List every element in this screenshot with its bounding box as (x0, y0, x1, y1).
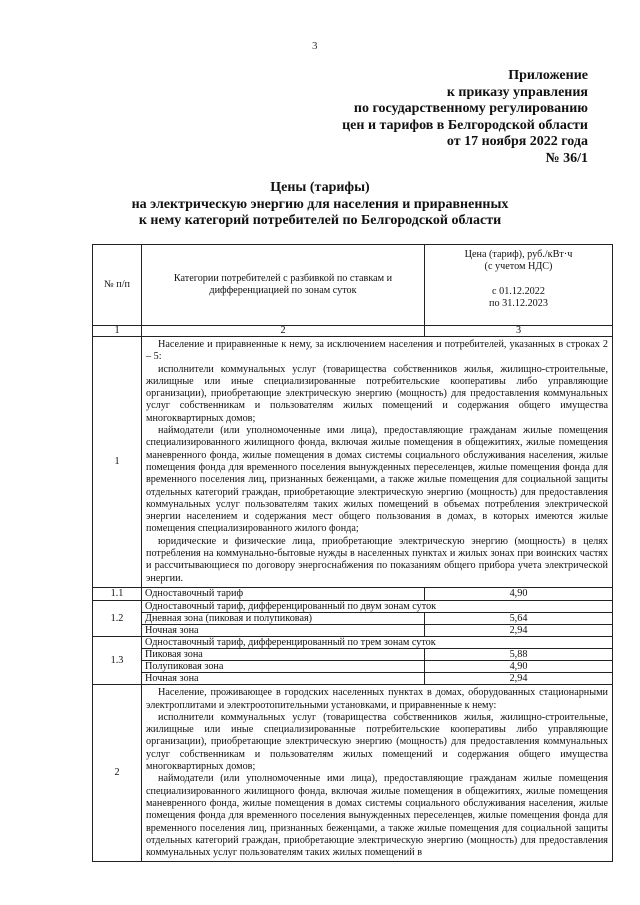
document-title (0, 180, 640, 230)
row-number: 2 (93, 685, 142, 862)
table-row (93, 587, 613, 600)
zone-label: Дневная зона (пиковая и полупиковая) (142, 613, 425, 625)
description-paragraph: исполнители коммунальных услуг (товарищества собственников жилья, жилищно-строительные, жилищные или иные специализированные потребительские кооперативы либо управляющие организации), приобретающие электрическую энергию (мощность) для предоставления коммунальных услуг собственникам и пользователям жилых помещений и содержания общего имущества многоквартирных домов; (146, 711, 608, 773)
header-price (425, 245, 613, 326)
header-num: № п/п (93, 245, 142, 326)
description-paragraph: исполнители коммунальных услуг (товарищества собственников жилья, жилищно-строительные, жилищные или иные специализированные потребительские кооперативы либо управляющие организации), приобретающие электрическую энергию (мощность) для предоставления коммунальных услуг собственникам и пользователям жилых помещений и содержания общего имущества многоквартирных домов; (146, 363, 608, 424)
zone-label: Ночная зона (142, 673, 425, 685)
zone-label: Полупиковая зона (142, 661, 425, 673)
tariff-group-title: Одноставочный тариф, дифференцированный по двум зонам суток (142, 601, 613, 613)
row-number: 1.1 (93, 587, 142, 600)
column-numbers-row (93, 326, 613, 337)
description-paragraph: Население и приравненные к нему, за исключением населения и потребителей, указанных в строках 2 – 5: (146, 339, 608, 363)
zone-value: 5,64 (425, 613, 613, 625)
row-description (142, 337, 613, 588)
row-number: 1.3 (93, 637, 142, 685)
description-paragraph: наймодатели (или уполномоченные ими лица), предоставляющие гражданам жилые помещения специализированного жилищного фонда, включая жилые помещения в общежитиях, жилые помещения маневренного фонда, жилые помещения в домах системы социального обслуживания населения, жилые помещения фонда для временного поселения вынужденных переселенцев, жилые помещения фонда для временного поселения лиц, признанных беженцами, а также жилые помещения для социальной защиты отдельных категорий граждан, приобретающие электрическую энергию (мощность) для предоставления коммунальных услуг пользователям таких жилых помещений в (146, 773, 608, 859)
title-line: на электрическую энергию для населения и приравненных (131, 196, 509, 212)
appendix-header (288, 68, 588, 167)
table-row (93, 673, 613, 685)
header-category: Категории потребителей с разбивкой по ставкам и дифференциацией по зонам суток (142, 245, 425, 326)
title-line: Цены (тарифы) (270, 180, 370, 195)
table-header-row (93, 245, 613, 326)
table-row (93, 613, 613, 625)
table-row (93, 649, 613, 661)
title-line: к нему категорий потребителей по Белгородской области (138, 213, 502, 228)
table-row (93, 601, 613, 613)
zone-value: 2,94 (425, 673, 613, 685)
appendix-line: Приложение (508, 68, 588, 83)
appendix-line: по государственному регулированию (353, 101, 588, 116)
table-row (93, 625, 613, 637)
zone-label: Ночная зона (142, 625, 425, 637)
appendix-line: от 17 ноября 2022 года (446, 134, 588, 149)
table-row (93, 685, 613, 862)
zone-value: 2,94 (425, 625, 613, 637)
description-paragraph: юридические и физические лица, приобретающие электрическую энергию (мощность) в целях потребления на коммунально-бытовые нужды в населенных пунктах и жилых зонах при воинских частях и рассчитывающиеся по договору энергоснабжения по показаниям общего прибора учета электрической энергии. (146, 535, 608, 584)
tariff-group-title: Одноставочный тариф, дифференцированный по трем зонам суток (142, 637, 613, 649)
header-price-line1: Цена (тариф), руб./кВт·ч (464, 249, 573, 260)
description-paragraph: наймодатели (или уполномоченные ими лица), предоставляющие гражданам жилые помещения специализированного жилищного фонда, включая жилые помещения в общежитиях, жилые помещения маневренного фонда, жилые помещения в домах системы социального обслуживания населения, жилые помещения фонда для временного поселения вынужденных переселенцев, жилые помещения фонда для временного поселения лиц, признанных беженцами, а также жилые помещения для социальной защиты отдельных категорий граждан, приобретающие электрическую энергию (мощность) для предоставления коммунальных услуг пользователям таких жилых помещений в объемах потребления электрической энергии населением и содержания мест общего пользования в домах, в которых имеются жилые помещения специализированного жилого фонда; (146, 425, 608, 535)
row-number: 1 (93, 337, 142, 588)
column-number: 2 (142, 326, 425, 337)
table-row (93, 661, 613, 673)
tariff-label: Одноставочный тариф (142, 587, 425, 600)
row-number: 1.2 (93, 601, 142, 637)
column-number: 1 (93, 326, 142, 337)
description-paragraph: Население, проживающее в городских населенных пунктах в домах, оборудованных стационарными электроплитами и электроотопительными установками, и приравненные к нему: (146, 687, 608, 711)
appendix-line: к приказу управления (446, 84, 588, 100)
header-period-to: по 31.12.2023 (489, 297, 548, 309)
appendix-line: № 36/1 (545, 150, 588, 166)
tariff-value: 4,90 (425, 587, 613, 600)
table-row (93, 337, 613, 588)
tariff-table (92, 244, 613, 862)
row-description (142, 685, 613, 862)
zone-value: 4,90 (425, 661, 613, 673)
zone-label: Пиковая зона (142, 649, 425, 661)
appendix-line: цен и тарифов в Белгородской области (342, 117, 588, 133)
page-number: 3 (312, 40, 318, 52)
table-row (93, 637, 613, 649)
column-number: 3 (425, 326, 613, 337)
header-price-line2: (с учетом НДС) (484, 261, 553, 273)
header-period-from: с 01.12.2022 (492, 285, 545, 297)
zone-value: 5,88 (425, 649, 613, 661)
